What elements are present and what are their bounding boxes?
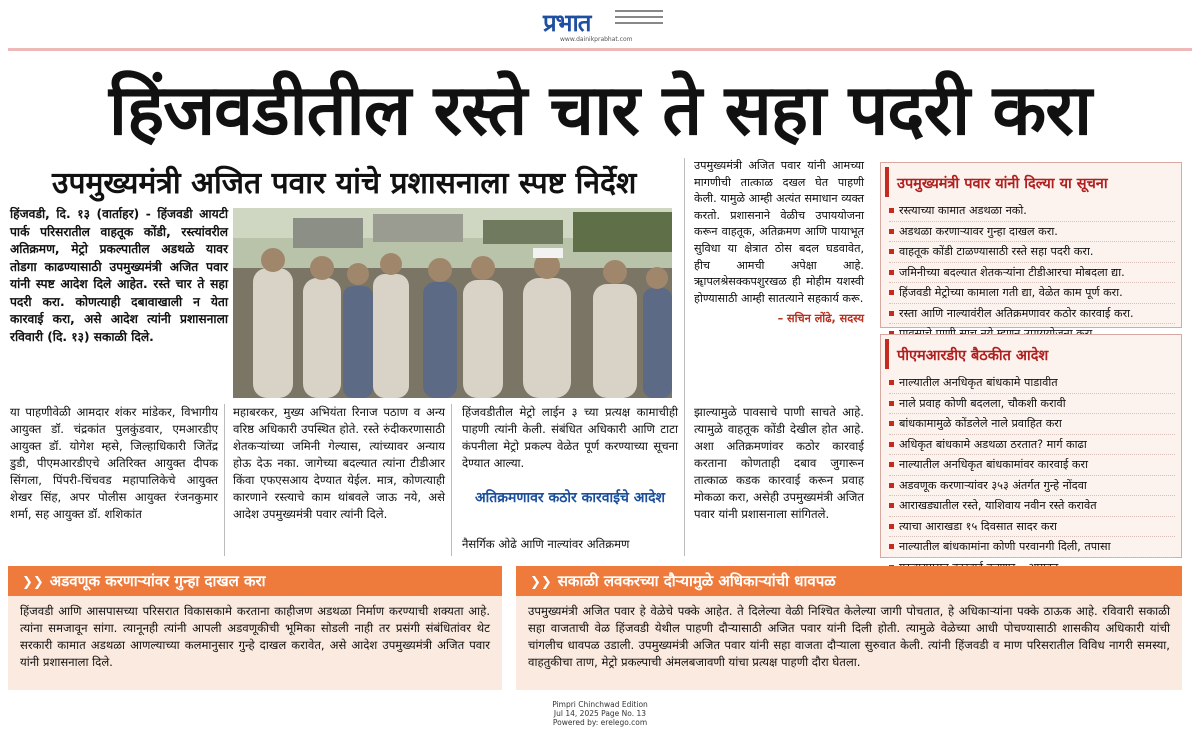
powered-by-link[interactable]: Powered by: erelego.com bbox=[552, 718, 648, 727]
list-item: त्याचा आराखडा १५ दिवसात सादर करा bbox=[889, 517, 1175, 538]
list-item: आराखड्यातील रस्ते, याशिवाय नवीन रस्ते करावेत bbox=[889, 496, 1175, 517]
sidebar-story-1-text: हिंजवडी आणि आसपासच्या परिसरात विकासकामे करताना काहीजण अडथळा निर्माण करण्याची शक्यता आहे. त्यांना समजावून सांगा. त्यानूनही त्यांनी आपली अडवणूकीची भूमिका सोडली नाही तर प्रसंगी संबंधितांवर थेट सरकारी कामात अडथळा आणल्याच्या कलमानुसार गुन्हे दाखल करावेत, असे आदेश उपमुख्यमंत्री अजित पवार यांनी प्रशासनाला दिले. bbox=[20, 604, 490, 669]
masthead-divider bbox=[8, 48, 1192, 51]
news-photo bbox=[233, 208, 672, 398]
column-divider bbox=[451, 404, 452, 556]
list-item: नाल्यातील बांधकामांना कोणी परवानगी दिली, तपासा bbox=[889, 537, 1175, 558]
list-item: रस्त्याच्या कामात अडथळा नको. bbox=[889, 201, 1175, 222]
list-item: अडथळा करणाऱ्यावर गुन्हा दाखल करा. bbox=[889, 222, 1175, 243]
list-item: हिंजवडी मेट्रोच्या कामाला गती द्या, वेळेत काम पूर्ण करा. bbox=[889, 283, 1175, 304]
photo-illustration bbox=[233, 208, 672, 398]
sidebar-story-2-title bbox=[516, 566, 1182, 596]
newspaper-logo: प्रभात bbox=[543, 9, 591, 37]
instructions-list bbox=[881, 201, 1181, 349]
article-column-3-tail: नैसर्गिक ओढे आणि नाल्यांवर अतिक्रमण bbox=[462, 537, 630, 551]
list-item: वाहतूक कोंडी टाळण्यासाठी रस्ते सहा पदरी करा. bbox=[889, 242, 1175, 263]
reader-quote bbox=[694, 158, 864, 398]
date-page-label: Jul 14, 2025 Page No. 13 bbox=[553, 709, 647, 718]
masthead bbox=[0, 0, 1200, 50]
article-column-1: या पाहणीवेळी आमदार शंकर मांडेकर, विभागीय आयुक्त डॉ. चंद्रकांत पुलकुंडवार, एमआरडीए आयुक्त डॉ. योगेश म्हसे, जिल्हाधिकारी जितेंद्र डुडी, पीएमआरडीएचे अतिरिक्त आयुक्त दीपक सिंगला, पिंपरी-चिंचवड महापालिकेचे आयुक्त शेखर सिंह, अपर पोलीस आयुक्त रंजनकुमार शर्मा, सह आयुक्त डॉ. शशिकांत bbox=[10, 405, 218, 521]
list-item: नाल्यातील अनधिकृत बांधकामे पाडावीत bbox=[889, 373, 1175, 394]
article-column-4: झाल्यामुळे पावसाचे पाणी साचते आहे. त्यामुळे वाहतूक कोंडी देखील होत आहे. अशा अतिक्रमणांवर कठोर कारवाई करताना कोणताही दबाव जुगारून तात्काळ कडक कारवाई करून प्रवाह मोकळा करा, असेही उपमुख्यमंत्री अजित पवार यांनी प्रशासनाला सांगितले. bbox=[694, 405, 864, 521]
article-lede: हिंजवडी, दि. १३ (वार्ताहर) - हिंजवडी आयटी पार्क परिसरातील वाहतूक कोंडी, रस्त्यांवरील अतिक्रमण, मेट्रो प्रकल्पातील अडथळे यावर तोडगा काढण्यासाठी उपमुख्यमंत्री अजित पवार यांनी स्पष्ट आदेश दिले आहेत. रस्ते चार ते सहा पदरी करा. कोणत्याही दबावाखाली न येता कारवाई करा, असे आदेश त्यांनी प्रशासनाला रविवारी (दि. १३) सकाळी दिले. bbox=[10, 207, 228, 344]
article-headline: हिंजवडीतील रस्ते चार ते सहा पदरी करा bbox=[108, 69, 1092, 151]
sidebar-story-1-title-text: अडवणूक करणाऱ्यांवर गुन्हा दाखल करा bbox=[49, 572, 266, 590]
column-divider bbox=[224, 404, 225, 556]
article-column-2: महाबरकर, मुख्य अभियंता रिनाज पठाण व अन्य वरिष्ठ अधिकारी उपस्थित होते. रस्ते रुंदीकरणासाठी शेतकऱ्यांच्या जमिनी गेल्यास, त्यांच्यावर अन्याय होऊ देऊ नका. जागेच्या बदल्यात त्यांना टीडीआर किंवा एफएसआय देण्यात येईल. मात्र, कोणत्याही कारणाने रस्त्याचे काम थांबवले जाऊ नये, असे आदेश उपमुख्यमंत्री पवार त्यांनी दिले. bbox=[233, 405, 445, 521]
article-column-3: हिंजवडीतील मेट्रो लाईन ३ च्या प्रत्यक्ष कामाचीही पाहणी त्यांनी केली. संबंधित अधिकारी आणि टाटा कंपनीला मेट्रो प्रकल्प वेळेत पूर्ण करण्याच्या सूचना देण्यात आल्या. bbox=[462, 405, 678, 470]
sidebar-story-2-title-text: सकाळी लवकरच्या दौऱ्यामुळे अधिकाऱ्यांची धावपळ bbox=[557, 572, 836, 590]
list-item: रस्ता आणि नाल्यावंरील अतिक्रमणावर कठोर कारवाई करा. bbox=[889, 304, 1175, 325]
instructions-box bbox=[880, 162, 1182, 328]
edition-label: Pimpri Chinchwad Edition bbox=[552, 700, 648, 709]
chevron-right-icon: ❯❯ bbox=[22, 575, 44, 590]
pmrda-orders-box bbox=[880, 334, 1182, 558]
list-item: जमिनीच्या बदल्यात शेतकऱ्यांना टीडीआरचा मोबदला द्या. bbox=[889, 263, 1175, 284]
instructions-box-title: उपमुख्यमंत्री पवार यांनी दिल्या या सूचना bbox=[885, 167, 1181, 197]
sidebar-story-2 bbox=[516, 566, 1182, 690]
list-item: नाले प्रवाह कोणी बदलला, चौकशी करावी bbox=[889, 394, 1175, 415]
masthead-url: www.dainikprabhat.com bbox=[560, 36, 633, 43]
sidebar-story-1 bbox=[8, 566, 502, 690]
column-divider bbox=[684, 158, 685, 556]
article-subhead: उपमुख्यमंत्री अजित पवार यांचे प्रशासनाला स्पष्ट निर्देश bbox=[52, 166, 637, 201]
quote-author: – सचिन लोंढे, सदस्य bbox=[777, 312, 864, 326]
pmrda-box-title: पीएमआरडीए बैठकीत आदेश bbox=[885, 339, 1181, 369]
chevron-right-icon: ❯❯ bbox=[530, 575, 552, 590]
list-item: अधिकृत बांधकामे अडथळा ठरतात? मार्ग काढा bbox=[889, 435, 1175, 456]
logo-tagline-decoration bbox=[615, 10, 663, 32]
quote-text: उपमुख्यमंत्री अजित पवार यांनी आमच्या मागणीची तात्काळ दखल घेत पाहणी केली. यामुळे आम्ही अत्यंत समाधान व्यक्त करतो. प्रशासनाने वेळीच उपाययोजना करून वाहतूक, अतिक्रमण आणि पायाभूत सुविधा या क्षेत्रात ठोस बदल घडवावेत, हीच आमची अपेक्षा आहे. ॠापलश्रेसक्कपशुरखळ ही मोहीम यशस्वी होण्यासाठी आम्ही सातत्याने सहकार्य करू. bbox=[694, 159, 864, 305]
sidebar-story-2-text: उपमुख्यमंत्री अजित पवार हे वेळेचे पक्के आहेत. ते दिलेल्या वेळी निश्चित केलेल्या जागी पोचतात, हे अधिकाऱ्यांना पक्के ठाऊक आहे. रविवारी सकाळी सहा वाजताची वेळ हिंजवडी येथील पाहणी दौऱ्यासाठी अजित पवार यांनी दिली होती. त्यामुळे वेळेच्या आधी पोचण्यासाठी शासकीय अधिकारी यांची चांगलीच धावपळ उडाली. उपमुख्यमंत्री अजित पवार यांनी सहा वाजता दौऱ्याला सुरुवात केली. त्यांनी हिंजवडी व माण परिसरातील विविध नागरी समस्या, वाहतुकीचा ताण, मेट्रो प्रकल्पाची अंमलबजावणी यांचा प्रत्यक्ष पाहणी दौरा घेतला. bbox=[528, 604, 1170, 669]
article-subheading: अतिक्रमणावर कठोर कारवाईचे आदेश bbox=[474, 490, 666, 506]
pmrda-orders-list bbox=[881, 373, 1181, 582]
list-item: अडवणूक करणाऱ्यांवर ३५३ अंतर्गत गुन्हे नोंदवा bbox=[889, 476, 1175, 497]
page-footer bbox=[0, 700, 1200, 727]
list-item: नाल्यातील अनधिकृत बांधकामांवर कारवाई करा bbox=[889, 455, 1175, 476]
sidebar-story-1-title bbox=[8, 566, 502, 596]
list-item: बांधकामामुळे कोंडलेले नाले प्रवाहित करा bbox=[889, 414, 1175, 435]
